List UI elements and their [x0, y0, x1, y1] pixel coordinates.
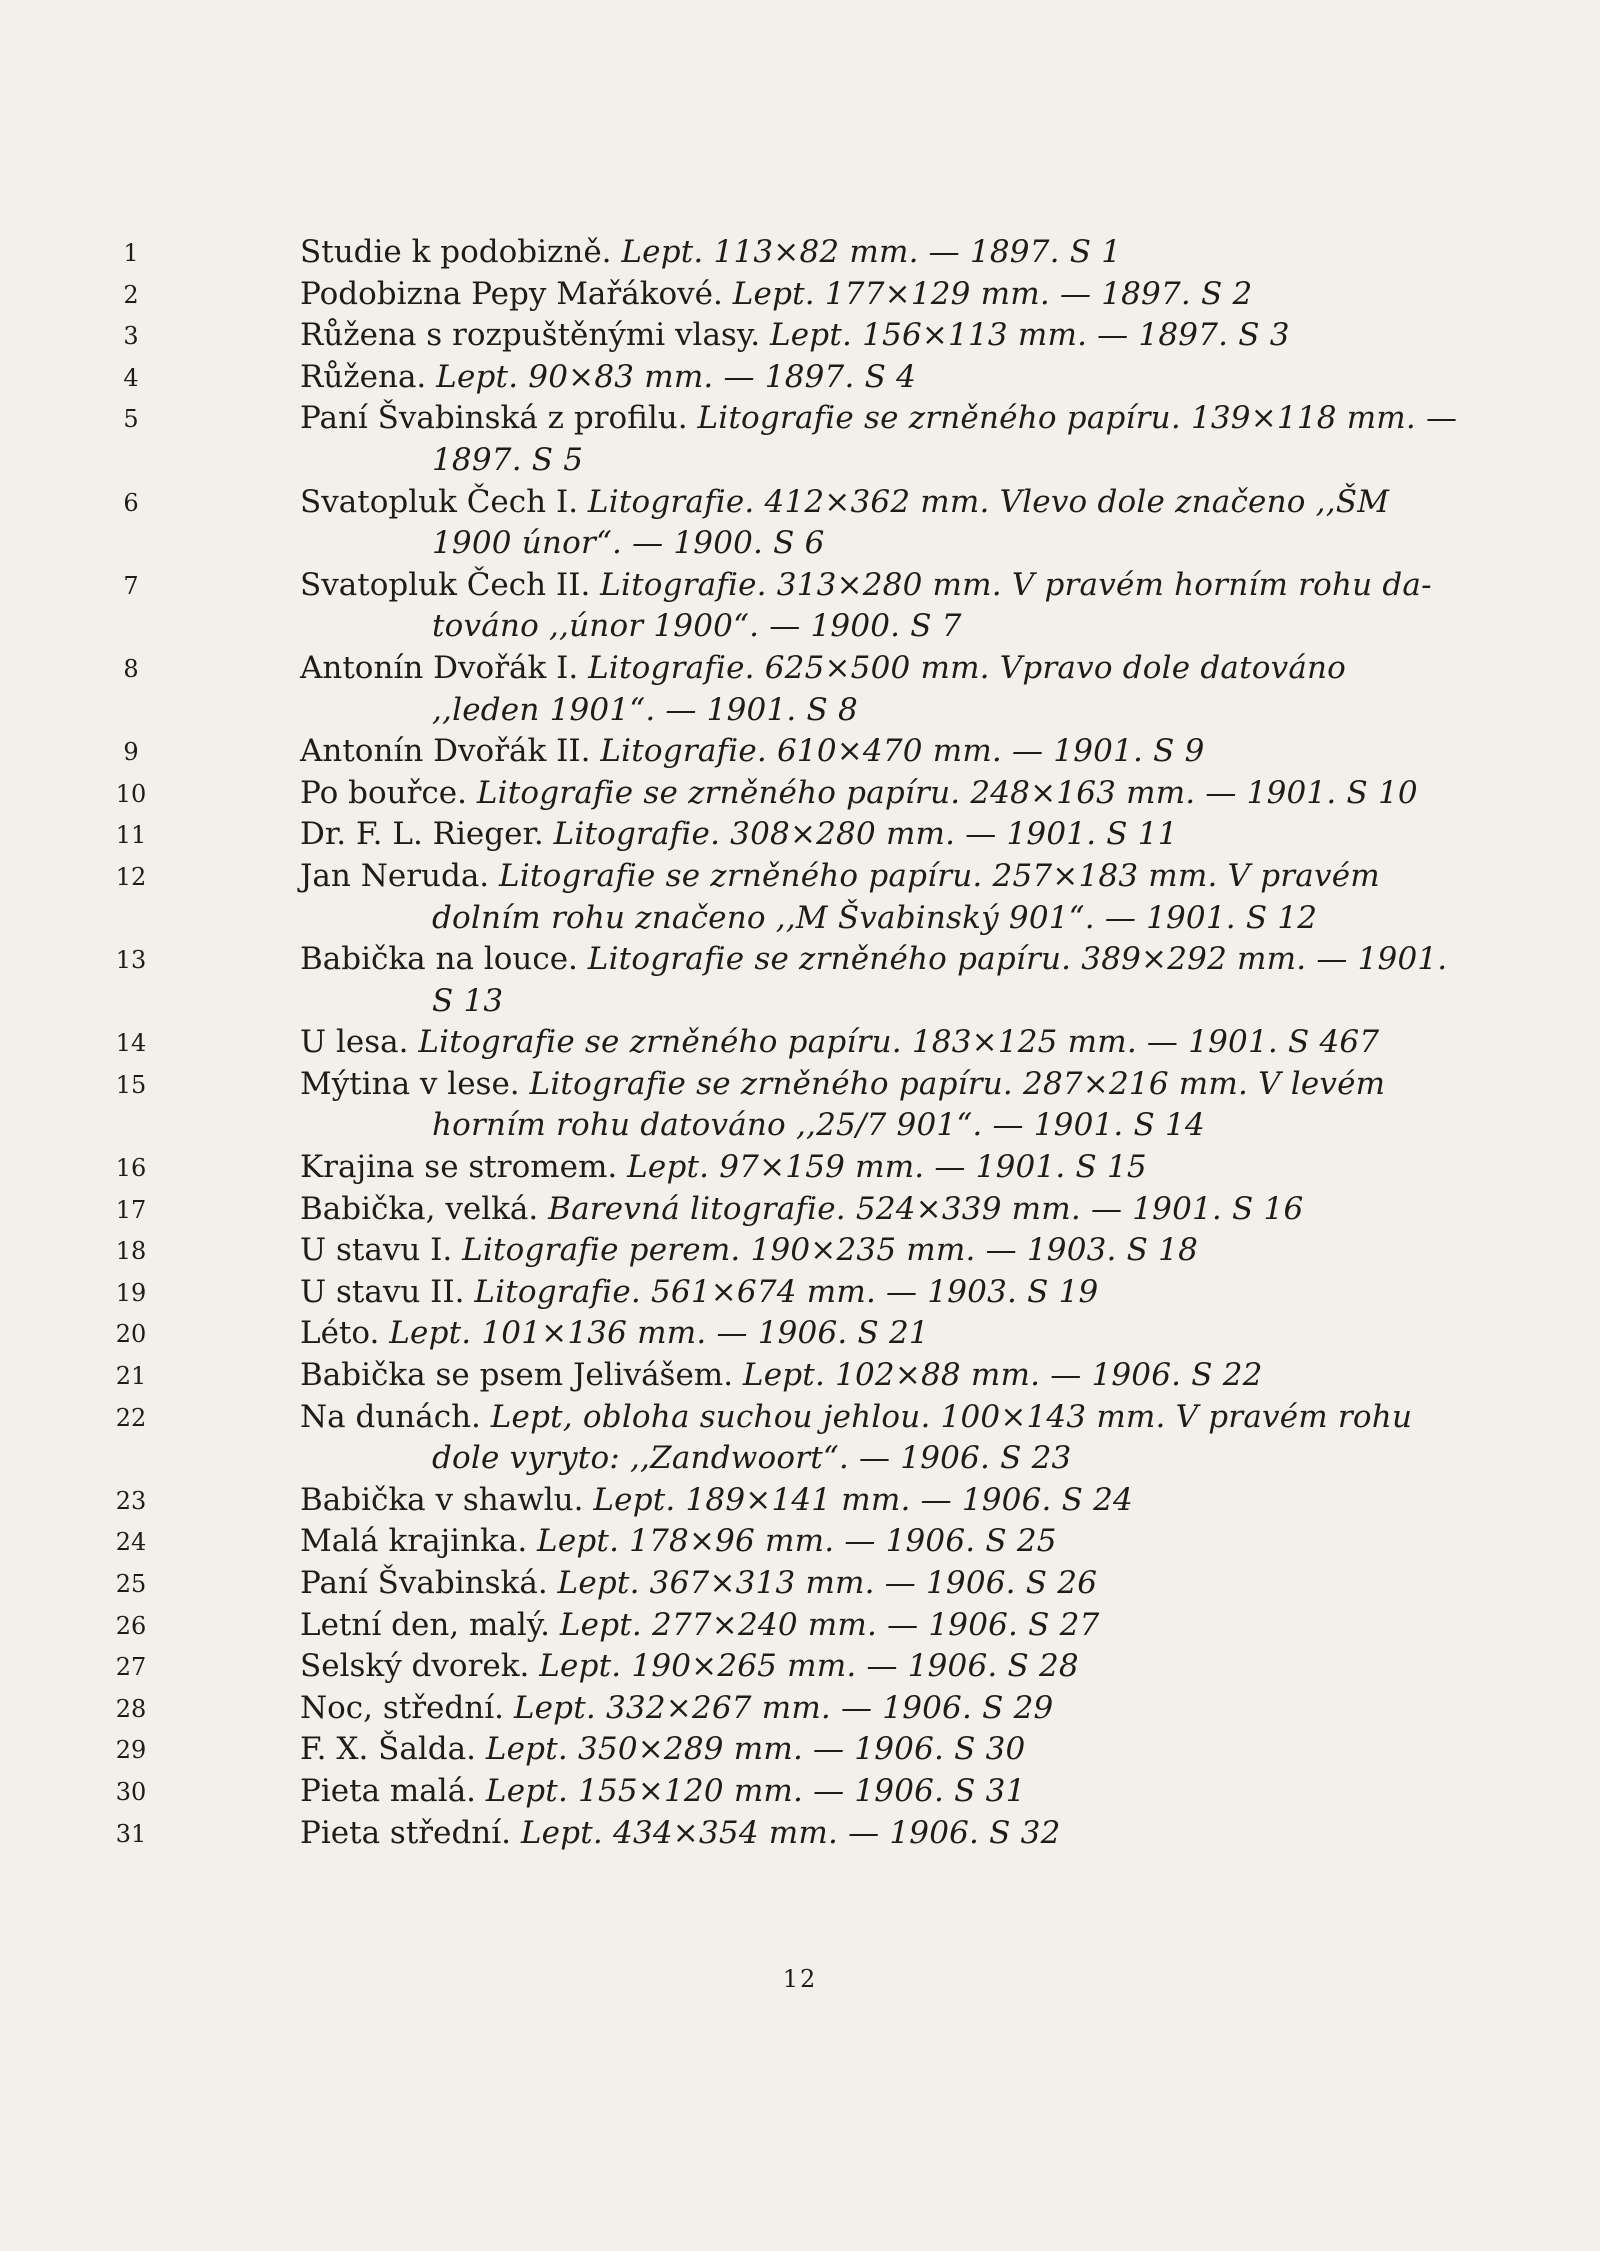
catalog-list [0, 232, 1600, 1854]
entry-details: Lept. 156×113 mm. — 1897. S 3 [769, 317, 1290, 354]
entry-title: Letní den, malý. [300, 1606, 551, 1643]
entry-details: Litografie se zrněného papíru. 248×163 mm. — 1901. S 10 [476, 774, 1418, 811]
catalog-entry [0, 315, 1600, 357]
entry-first-line [300, 1480, 1442, 1522]
entry-title: F. X. Šalda. [300, 1731, 476, 1768]
entry-details: Litografie se zrněného papíru. 257×183 mm. V pravém [499, 857, 1380, 894]
entry-details: Lept. 332×267 mm. — 1906. S 29 [513, 1689, 1054, 1726]
entry-details-continued: továno ,,únor 1900“. — 1900. S 7 [432, 608, 962, 645]
catalog-entry [0, 1605, 1600, 1647]
entry-title: Krajina se stromem. [300, 1149, 618, 1186]
entry-number: 8 [123, 654, 139, 683]
entry-details: Lept. 350×289 mm. — 1906. S 30 [485, 1731, 1026, 1768]
catalog-entry [0, 1355, 1600, 1397]
entry-first-line [300, 315, 1442, 357]
catalog-entry [0, 1064, 1600, 1147]
catalog-entry [0, 1147, 1600, 1189]
catalog-entry [0, 565, 1600, 648]
entry-number: 16 [115, 1154, 147, 1183]
entry-first-line [300, 482, 1442, 524]
entry-first-line [300, 856, 1442, 898]
entry-details: Lept. 101×136 mm. — 1906. S 21 [389, 1315, 929, 1352]
entry-first-line [300, 648, 1442, 690]
page-number: 12 [782, 1965, 818, 1993]
entry-title: Selský dvorek. [300, 1648, 530, 1685]
catalog-entry [0, 1022, 1600, 1064]
entry-first-line [300, 1646, 1442, 1688]
entry-title: Malá krajinka. [300, 1523, 528, 1560]
entry-details-continued: 1897. S 5 [432, 441, 584, 478]
catalog-entry [0, 731, 1600, 773]
entry-number: 9 [123, 738, 139, 767]
catalog-entry [0, 1480, 1600, 1522]
catalog-entry [0, 773, 1600, 815]
entry-details: Litografie. 625×500 mm. Vpravo dole datováno [588, 649, 1347, 686]
entry-title: Jan Neruda. [300, 857, 490, 894]
catalog-entry [0, 482, 1600, 565]
entry-number: 19 [115, 1278, 147, 1307]
entry-title: Babička se psem Jelivášem. [300, 1357, 734, 1394]
entry-title: Noc, střední. [300, 1689, 504, 1726]
entry-first-line [300, 1813, 1442, 1855]
entry-first-line [300, 1688, 1442, 1730]
catalog-entry [0, 1230, 1600, 1272]
entry-details: Lept. 102×88 mm. — 1906. S 22 [742, 1357, 1263, 1394]
entry-details: Lept. 434×354 mm. — 1906. S 32 [520, 1814, 1061, 1851]
entry-details: Lept. 277×240 mm. — 1906. S 27 [559, 1606, 1100, 1643]
entry-number: 13 [115, 946, 147, 975]
entry-number: 26 [115, 1611, 147, 1640]
entry-title: Růžena s rozpuštěnými vlasy. [300, 317, 761, 354]
entry-first-line [300, 1313, 1442, 1355]
entry-number: 23 [115, 1486, 147, 1515]
entry-number: 22 [115, 1403, 147, 1432]
entry-details: Litografie se zrněného papíru. 389×292 mm. — 1901. [587, 941, 1448, 978]
entry-first-line [300, 565, 1442, 607]
entry-first-line [300, 1355, 1442, 1397]
entry-details-continued: S 13 [432, 982, 504, 1019]
entry-title: Po bouřce. [300, 774, 467, 811]
entry-title: Svatopluk Čech I. [300, 483, 579, 520]
entry-first-line [300, 731, 1442, 773]
entry-first-line [300, 1022, 1442, 1064]
entry-first-line [300, 1272, 1442, 1314]
entry-first-line [300, 1397, 1442, 1439]
entry-details-continued: dolním rohu značeno ,,M Švabinský 901“. — 1901. S 12 [432, 899, 1318, 936]
catalog-entry [0, 1313, 1600, 1355]
entry-first-line [300, 1230, 1442, 1272]
entry-title: Babička v shawlu. [300, 1481, 584, 1518]
entry-number: 21 [115, 1362, 147, 1391]
entry-number: 27 [115, 1653, 147, 1682]
catalog-entry [0, 398, 1600, 481]
catalog-entry [0, 1272, 1600, 1314]
entry-title: Svatopluk Čech II. [300, 566, 591, 603]
entry-details: Litografie. 308×280 mm. — 1901. S 11 [553, 816, 1178, 853]
entry-number: 18 [115, 1237, 147, 1266]
entry-number: 12 [115, 862, 147, 891]
entry-number: 5 [123, 405, 139, 434]
entry-details: Lept, obloha suchou jehlou. 100×143 mm. V pravém rohu [490, 1398, 1413, 1435]
entry-first-line [300, 398, 1458, 440]
entry-number: 10 [115, 779, 147, 808]
entry-details: Barevná litografie. 524×339 mm. — 1901. S 16 [548, 1190, 1304, 1227]
entry-title: Dr. F. L. Rieger. [300, 816, 544, 853]
catalog-entry [0, 1646, 1600, 1688]
catalog-entry [0, 814, 1600, 856]
catalog-entry [0, 856, 1600, 939]
entry-title: Mýtina v lese. [300, 1065, 520, 1102]
entry-title: Pieta malá. [300, 1772, 477, 1809]
entry-details: Lept. 189×141 mm. — 1906. S 24 [593, 1481, 1133, 1518]
entry-details-continued: ,,leden 1901“. — 1901. S 8 [432, 691, 858, 728]
entry-first-line [300, 1605, 1442, 1647]
entry-title: Antonín Dvořák I. [300, 649, 579, 686]
entry-title: Paní Švabinská z profilu. [300, 400, 688, 437]
entry-first-line [300, 1189, 1442, 1231]
entry-details-continued: 1900 únor“. — 1900. S 6 [432, 525, 825, 562]
entry-title: Babička, velká. [300, 1190, 539, 1227]
entry-number: 29 [115, 1736, 147, 1765]
entry-number: 25 [115, 1570, 147, 1598]
entry-title: U stavu I. [300, 1232, 453, 1269]
entry-number: 14 [115, 1029, 147, 1058]
entry-first-line [300, 939, 1448, 981]
catalog-entry [0, 274, 1600, 316]
entry-first-line [300, 1563, 1442, 1605]
catalog-entry [0, 232, 1600, 274]
entry-number: 17 [115, 1195, 147, 1224]
entry-title: Léto. [300, 1315, 380, 1352]
entry-details: Litografie. 610×470 mm. — 1901. S 9 [600, 733, 1205, 770]
entry-details: Litografie. 561×674 mm. — 1903. S 19 [474, 1273, 1099, 1310]
entry-first-line [300, 773, 1442, 815]
entry-first-line [300, 1064, 1442, 1106]
catalog-entry [0, 1189, 1600, 1231]
catalog-entry [0, 648, 1600, 731]
entry-title: U lesa. [300, 1024, 409, 1061]
entry-number: 4 [123, 363, 139, 392]
entry-details: Litografie. 313×280 mm. V pravém horním rohu da- [600, 566, 1432, 603]
catalog-entry [0, 1563, 1600, 1605]
catalog-entry [0, 939, 1600, 1022]
entry-number: 2 [123, 280, 139, 309]
entry-details: Lept. 367×313 mm. — 1906. S 26 [557, 1565, 1098, 1601]
entry-title: Paní Švabinská. [300, 1565, 548, 1601]
entry-first-line [300, 1147, 1442, 1189]
entry-details: Litografie perem. 190×235 mm. — 1903. S 18 [462, 1232, 1198, 1269]
catalog-entry [0, 1521, 1600, 1563]
entry-number: 3 [123, 322, 139, 351]
entry-first-line [300, 1521, 1442, 1563]
entry-number: 28 [115, 1694, 147, 1723]
entry-first-line [300, 814, 1442, 856]
entry-number: 15 [115, 1070, 147, 1099]
entry-details: Lept. 113×82 mm. — 1897. S 1 [621, 234, 1122, 270]
entry-title: U stavu II. [300, 1273, 465, 1310]
entry-details: Lept. 90×83 mm. — 1897. S 4 [436, 358, 916, 395]
entry-title: Antonín Dvořák II. [300, 733, 591, 770]
entry-details: Litografie se zrněného papíru. 183×125 mm. — 1901. S 467 [418, 1024, 1380, 1061]
entry-details: Lept. 97×159 mm. — 1901. S 15 [627, 1149, 1147, 1186]
entry-title: Babička na louce. [300, 941, 578, 978]
entry-title: Na dunách. [300, 1398, 481, 1435]
entry-details: Lept. 178×96 mm. — 1906. S 25 [537, 1523, 1057, 1560]
entry-title: Podobizna Pepy Mařákové. [300, 275, 723, 312]
entry-title: Růžena. [300, 358, 427, 395]
entry-number: 6 [123, 488, 139, 517]
entry-first-line [300, 232, 1442, 274]
catalog-entry [0, 357, 1600, 399]
entry-first-line [300, 1771, 1442, 1813]
entry-title: Pieta střední. [300, 1814, 512, 1851]
catalog-entry [0, 1688, 1600, 1730]
entry-details: Litografie se zrněného papíru. 287×216 mm. V levém [529, 1065, 1386, 1102]
entry-details: Litografie. 412×362 mm. Vlevo dole značeno ,,ŠM [587, 483, 1390, 520]
entry-details: Lept. 190×265 mm. — 1906. S 28 [539, 1648, 1079, 1685]
entry-first-line [300, 1729, 1442, 1771]
entry-number: 7 [123, 571, 139, 600]
entry-title: Studie k podobizně. [300, 234, 612, 270]
catalog-entry [0, 1813, 1600, 1855]
entry-details: Lept. 177×129 mm. — 1897. S 2 [732, 275, 1253, 312]
entry-details-continued: dole vyryto: ,,Zandwoort“. — 1906. S 23 [432, 1440, 1072, 1477]
entry-number: 24 [115, 1528, 147, 1557]
catalog-entry [0, 1771, 1600, 1813]
entry-first-line [300, 274, 1442, 316]
catalog-entry [0, 1397, 1600, 1480]
entry-details: Lept. 155×120 mm. — 1906. S 31 [485, 1772, 1026, 1809]
entry-first-line [300, 357, 1442, 399]
entry-number: 11 [115, 821, 147, 850]
entry-number: 31 [115, 1819, 147, 1848]
entry-details: Litografie se zrněného papíru. 139×118 mm. — [697, 400, 1458, 437]
entry-details-continued: horním rohu datováno ,,25/7 901“. — 1901. S 14 [432, 1107, 1205, 1144]
catalog-entry [0, 1729, 1600, 1771]
entry-number: 1 [123, 239, 139, 267]
entry-number: 30 [115, 1777, 147, 1806]
entry-number: 20 [115, 1320, 147, 1349]
